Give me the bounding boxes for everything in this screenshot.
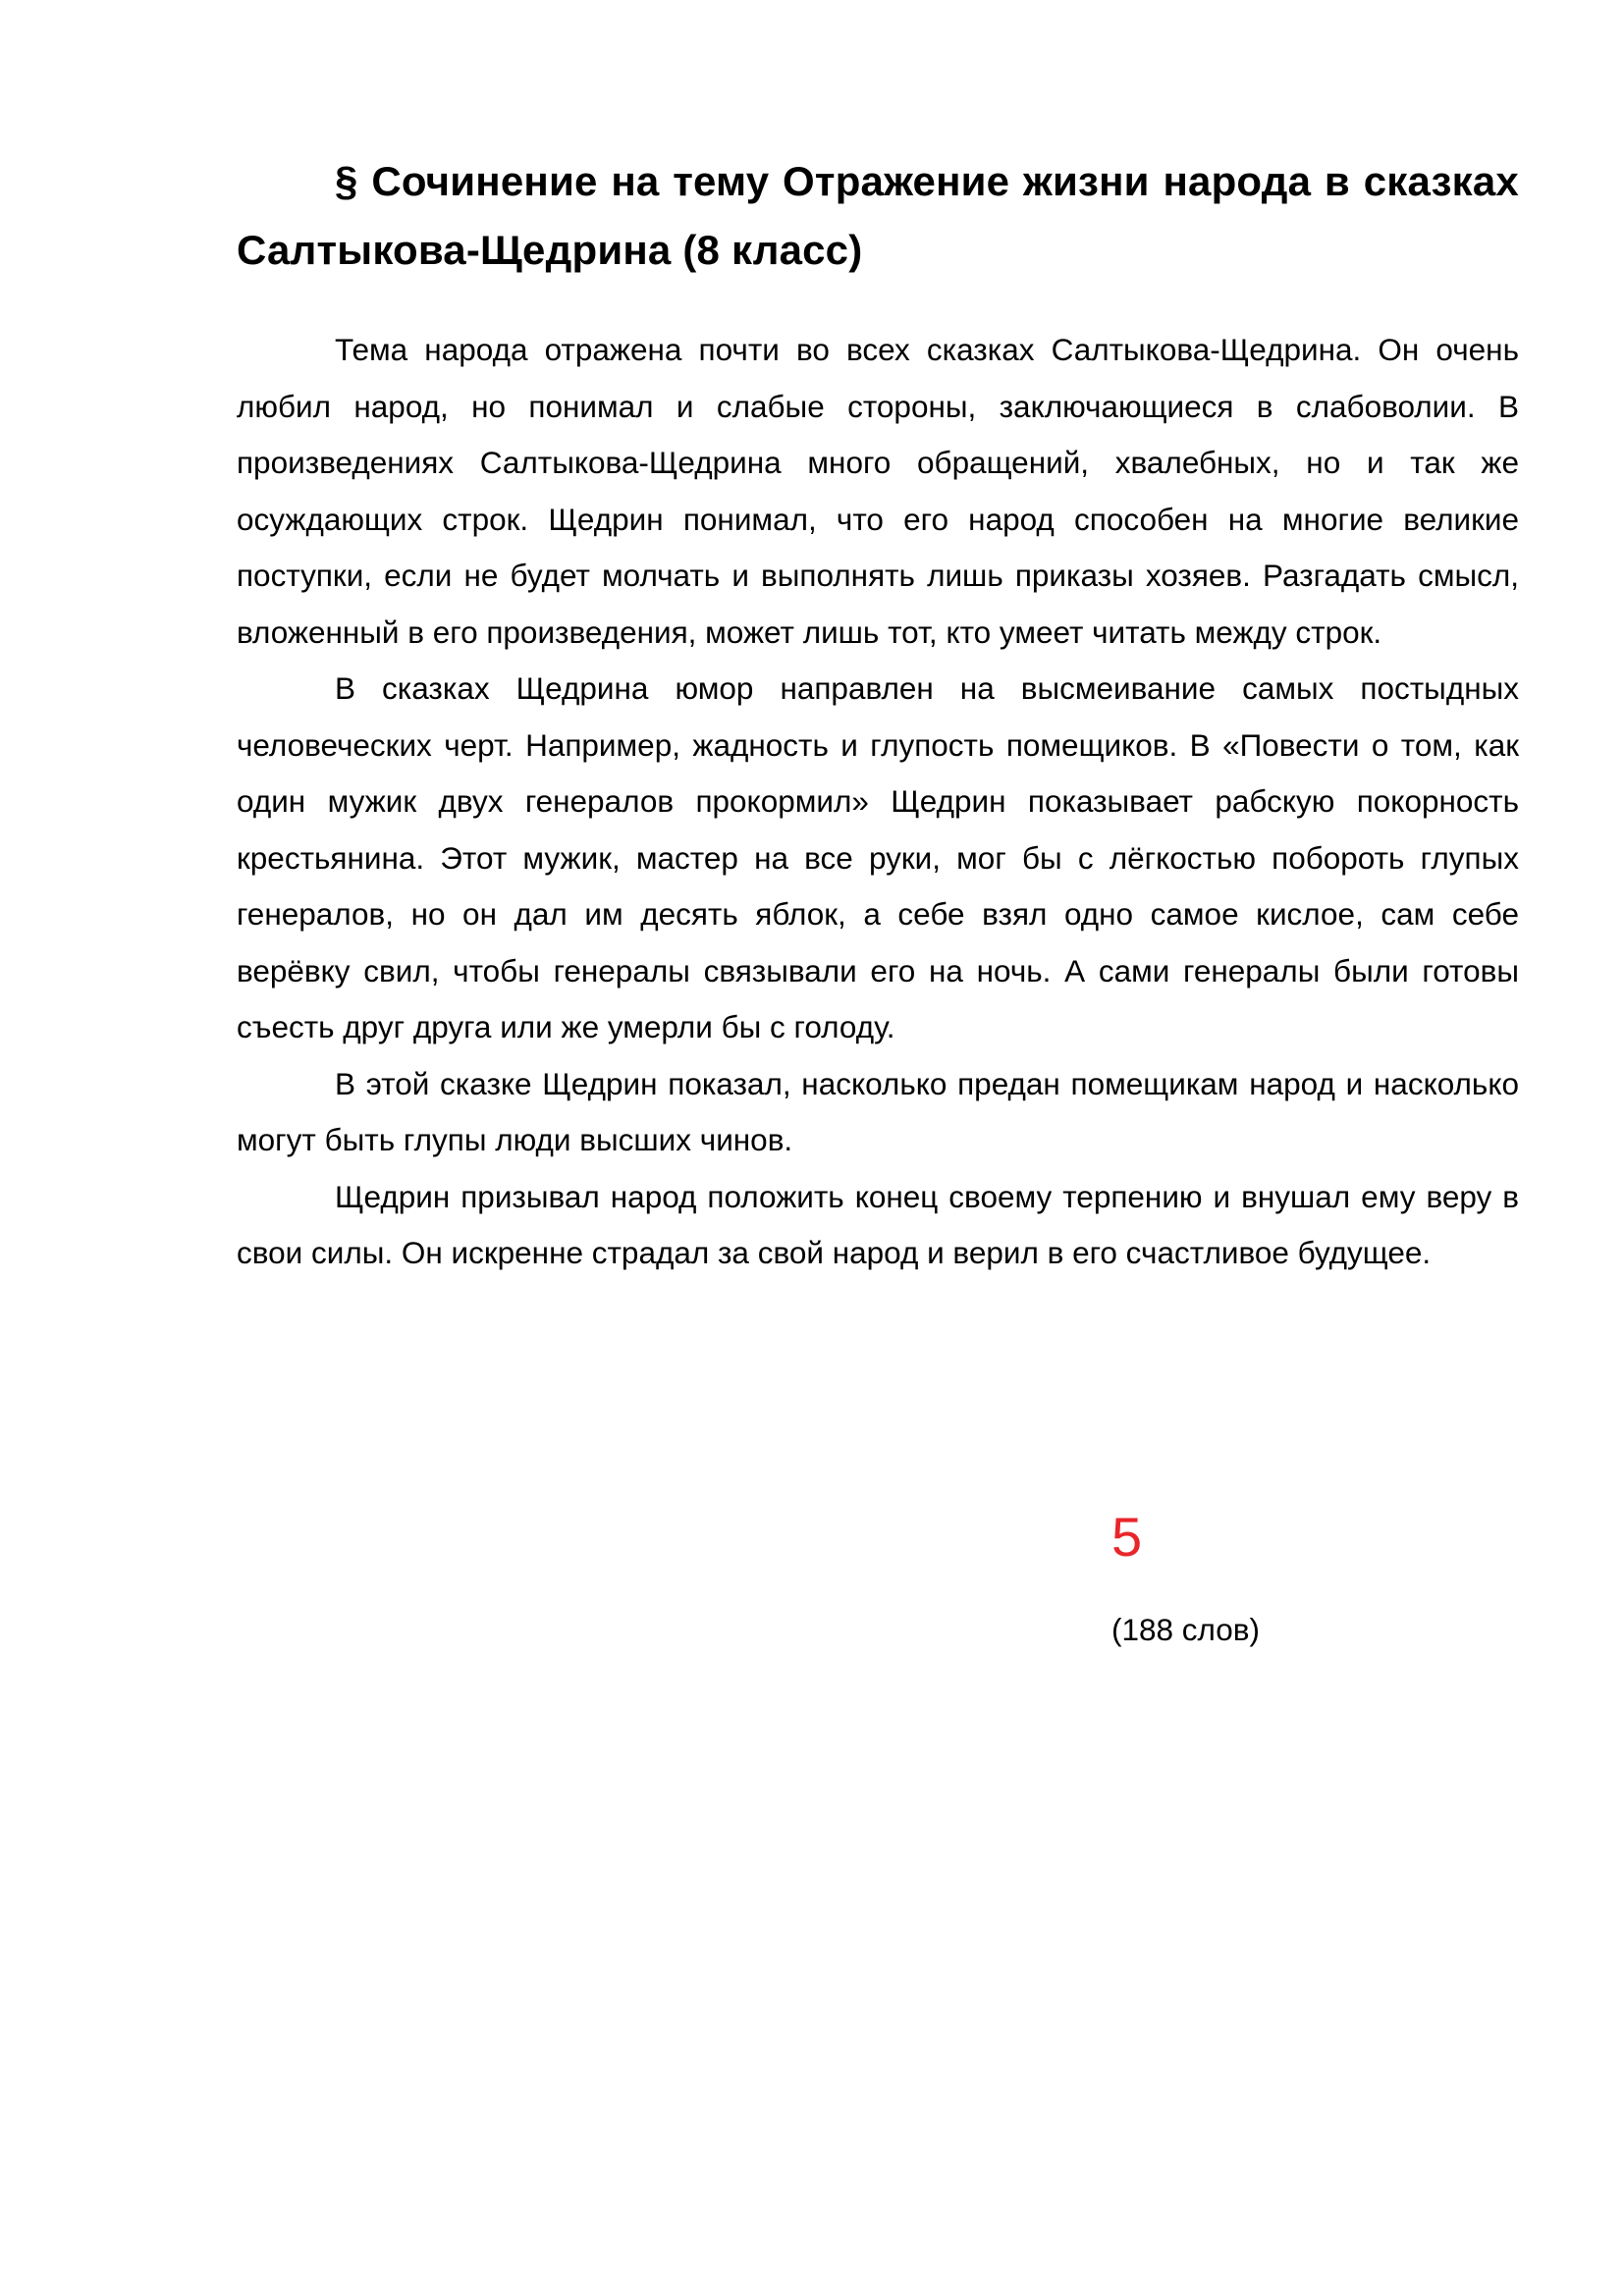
word-count: (188 слов) [1111,1612,1261,1647]
grade-mark: 5 [1111,1506,1143,1568]
page-title: § Сочинение на тему Отражение жизни народа в сказках Салтыкова-Щедрина (8 класс) [237,158,1519,273]
document-body [237,147,1519,1282]
paragraph-4: Щедрин призывал народ положить конец своему терпению и внушал ему веру в свои силы. Он искренне страдал за свой народ и верил в его счастливое будущее. [237,1178,1519,1270]
paragraph-3: В этой сказке Щедрин показал, насколько предан помещикам народ и насколько могут быть глупы люди высших чинов. [237,1065,1519,1157]
paragraph-2: В сказках Щедрина юмор направлен на высмеивание самых постыдных человеческих черт. Например, жадность и глупость помещиков. В «Повести о том, как один мужик двух генералов прокормил» Щедрин показывает рабскую покорность крестьянина. Этот мужик, мастер на все руки, мог бы с лёгкостью побороть глупых генералов, но он дал им десять яблок, а себе взял одно самое кислое, сам себе верёвку свил, чтобы генералы связывали его на ночь. А сами генералы были готовы съесть друг друга или же умерли бы с голоду. [237,670,1519,1044]
paragraph-1: Тема народа отражена почти во всех сказках Салтыкова-Щедрина. Он очень любил народ, но понимал и слабые стороны, заключающиеся в слабоволии. В произведениях Салтыкова-Щедрина много обращений, хвалебных, но и так же осуждающих строк. Щедрин понимал, что его народ способен на многие великие поступки, если не будет молчать и выполнять лишь приказы хозяев. Разгадать смысл, вложенный в его произведения, может лишь тот, кто умеет читать между строк. [237,332,1519,650]
